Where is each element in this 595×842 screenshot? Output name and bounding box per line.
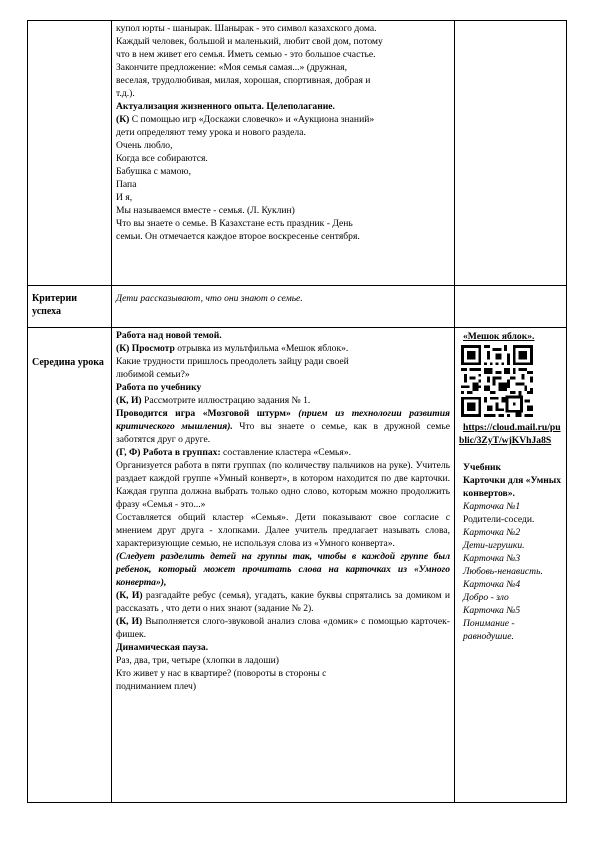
table-row	[28, 286, 567, 328]
card-text: Дети-игрушки.	[463, 540, 525, 551]
card-text: Понимание - равнодушие.	[463, 618, 515, 642]
poem-line: Бабушка с мамою,	[116, 166, 191, 177]
cards-resource: Карточки для «Умных конвертов».	[463, 475, 562, 499]
k-text: С помощью игр «Доскажи словечко» и «Аукциона знаний»	[129, 114, 375, 125]
document-page	[27, 20, 566, 803]
group-tag: (Г, Ф) Работа в группах:	[116, 447, 221, 458]
middle-resource-cell	[455, 328, 567, 803]
pause-line: подниманием плеч)	[116, 681, 197, 692]
poem-line: Очень любло,	[116, 140, 173, 151]
table-row	[28, 328, 567, 803]
grouping-note: (Следует разделить детей на группы так, чтобы в каждой группе был ребенок, который может прочитать слова на карточках из «Умного конверта»),	[116, 551, 450, 588]
success-criteria-label-cell	[28, 286, 112, 328]
pause-line: Кто живет у нас в квартире? (повороты в стороны с	[116, 668, 327, 679]
card-number: Карточка №4	[463, 579, 521, 590]
card-text: Родители-соседи.	[463, 514, 535, 525]
poem-line: Папа	[116, 179, 137, 190]
intro-line: Закончите предложение: «Моя семья самая...» (дружная,	[116, 62, 347, 73]
video-link[interactable]: https://cloud.mail.ru/public/3ZyT/wjKVhJa8S	[459, 422, 561, 446]
pause-line: Раз, два, три, четыре (хлопки в ладоши)	[116, 655, 280, 666]
row1-resource-cell	[455, 21, 567, 286]
intro-line: купол юрты - шанырак. Шанырак - это символ казахского дома.	[116, 23, 377, 34]
lesson-plan-table	[27, 20, 567, 803]
poem-line: И я,	[116, 192, 133, 203]
card-number: Карточка №2	[463, 527, 521, 538]
analysis-text: Выполняется слого-звуковой анализ слова «домик» с помощью карточек-фишек.	[116, 616, 450, 640]
success-criteria-text: Дети рассказывают, что они знают о семье.	[116, 293, 303, 304]
intro-line: веселая, трудолюбивая, милая, хорошая, спортивная, добрая и	[116, 75, 371, 86]
rebus-text: разгадайте ребус (семья), угадать, какие буквы спрятались за домиком и рассказать , что дети о них знают (задание № 2).	[116, 590, 451, 614]
brainstorm-text: Что вы знаете о семье, как в дружной семье заботятся друг о друге.	[116, 421, 450, 445]
card-number: Карточка №5	[463, 605, 521, 616]
card-number: Карточка №1	[463, 501, 521, 512]
group-text: составление кластера «Семья».	[220, 447, 352, 458]
textbook-heading: Работа по учебнику	[116, 382, 202, 393]
row1-label-cell	[28, 21, 112, 286]
actualization-heading: Актуализация жизненного опыта. Целеполагание.	[116, 101, 335, 112]
consider-text: Рассмотрите иллюстрацию задания № 1.	[141, 395, 311, 406]
consider-tag: (К, И)	[116, 395, 142, 406]
table-row	[28, 21, 567, 286]
view-text: отрывка из мультфильма «Мешок яблок».	[174, 343, 349, 354]
poem-line: Мы называемся вместе - семья. (Л. Куклин)	[116, 205, 295, 216]
success-criteria-cell	[112, 286, 455, 328]
holiday-line: Что вы знаете о семье. В Казахстане есть праздник - День	[116, 218, 353, 229]
qr-code-icon[interactable]	[461, 345, 533, 417]
k-text-2: дети определяют тему урока и нового раздела.	[116, 127, 306, 138]
row1-content-cell	[112, 21, 455, 286]
analysis-tag: (К, И)	[116, 616, 143, 627]
middle-of-lesson-label: Середина урока	[32, 357, 104, 368]
card-number: Карточка №3	[463, 553, 521, 564]
intro-line: т.д.).	[116, 88, 135, 99]
intro-line: Каждый человек, большой и маленький, любит свой дом, потому	[116, 36, 383, 47]
group-description: Организуется работа в пяти группах (по количеству пальчиков на руке). Учитель раздает каждой группе «Умный конверт», в котором находится по две карточки. Каждая группа должна выбрать только одно слово, которым можно продолжить фразу «Семья - это...»	[116, 460, 450, 510]
resource-title: «Мешок яблок».	[463, 331, 535, 342]
new-topic-heading: Работа над новой темой.	[116, 330, 222, 341]
card-text: Добро - зло	[463, 592, 509, 603]
textbook-resource: Учебник	[463, 462, 502, 473]
brainstorm-note: (прием из технологии развития критического мышления).	[116, 408, 450, 432]
middle-label-cell	[28, 328, 112, 803]
middle-content-cell	[112, 328, 455, 803]
card-text: Любовь-ненависть.	[463, 566, 543, 577]
rebus-tag: (К, И)	[116, 590, 143, 601]
view-question: любимой семьи?»	[116, 369, 190, 380]
dynamic-pause-heading: Динамическая пауза.	[116, 642, 209, 653]
cluster-description: Составляется общий кластер «Семья». Дети показывают свое согласие с мнением друг друга - хлопками. Далее учитель предлагает называть слова, характеризующие семью, не используя слова из «Умного конверта».	[116, 512, 450, 549]
brainstorm-title: Проводится игра «Мозговой штурм»	[116, 408, 291, 419]
intro-line: что в нем живет его семья. Иметь семью - это большое счастье.	[116, 49, 376, 60]
view-tag: (К) Просмотр	[116, 343, 175, 354]
row2-resource-cell	[455, 286, 567, 328]
holiday-line: семьи. Он отмечается каждое второе воскресенье сентября.	[116, 231, 360, 242]
success-criteria-label: Критерии успеха	[32, 293, 78, 317]
poem-line: Когда все собираются.	[116, 153, 208, 164]
k-tag: (К)	[116, 114, 130, 125]
view-question: Какие трудности пришлось преодолеть зайцу ради своей	[116, 356, 349, 367]
